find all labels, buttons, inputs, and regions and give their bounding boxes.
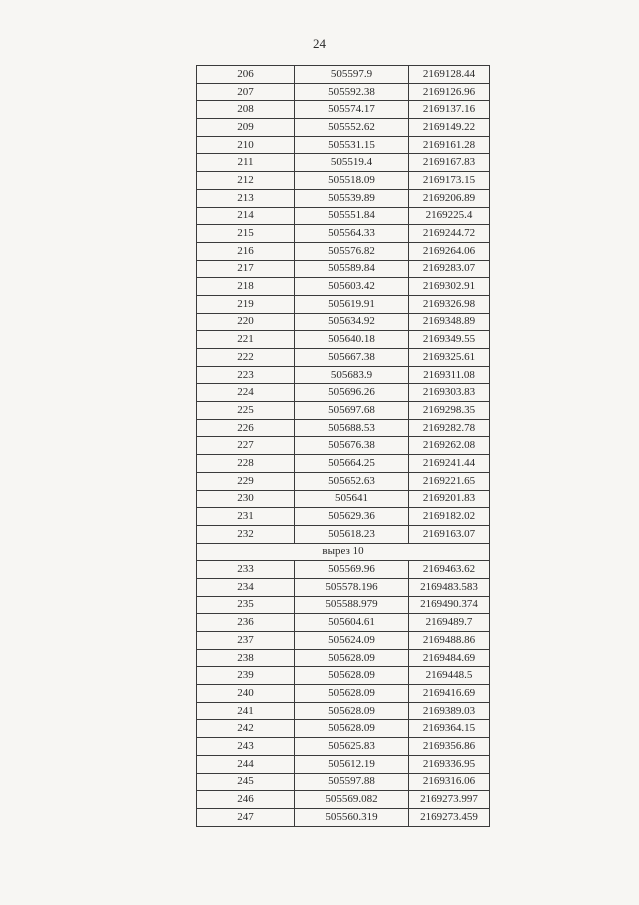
point-number-cell: 224	[197, 384, 295, 402]
point-number-cell: 213	[197, 189, 295, 207]
y-coordinate-cell: 2169173.15	[409, 172, 490, 190]
point-number-cell: 245	[197, 773, 295, 791]
table-row	[197, 702, 490, 720]
x-coordinate-cell: 505612.19	[295, 755, 409, 773]
x-coordinate-cell: 505564.33	[295, 225, 409, 243]
x-coordinate-cell: 505588.979	[295, 596, 409, 614]
point-number-cell: 222	[197, 349, 295, 367]
point-number-cell: 217	[197, 260, 295, 278]
point-number-cell: 221	[197, 331, 295, 349]
table-row	[197, 384, 490, 402]
y-coordinate-cell: 2169149.22	[409, 119, 490, 137]
point-number-cell: 214	[197, 207, 295, 225]
y-coordinate-cell: 2169241.44	[409, 455, 490, 473]
table-row	[197, 402, 490, 420]
table-row	[197, 490, 490, 508]
table-row	[197, 455, 490, 473]
y-coordinate-cell: 2169303.83	[409, 384, 490, 402]
table-row	[197, 755, 490, 773]
y-coordinate-cell: 2169463.62	[409, 561, 490, 579]
x-coordinate-cell: 505625.83	[295, 738, 409, 756]
y-coordinate-cell: 2169264.06	[409, 242, 490, 260]
table-row	[197, 119, 490, 137]
y-coordinate-cell: 2169201.83	[409, 490, 490, 508]
x-coordinate-cell: 505552.62	[295, 119, 409, 137]
x-coordinate-cell: 505597.9	[295, 66, 409, 84]
point-number-cell: 208	[197, 101, 295, 119]
x-coordinate-cell: 505664.25	[295, 455, 409, 473]
table-row	[197, 667, 490, 685]
table-row	[197, 685, 490, 703]
table-row	[197, 720, 490, 738]
table-row	[197, 331, 490, 349]
table-row	[197, 596, 490, 614]
y-coordinate-cell: 2169262.08	[409, 437, 490, 455]
y-coordinate-cell: 2169282.78	[409, 419, 490, 437]
table-row	[197, 172, 490, 190]
table-row	[197, 154, 490, 172]
x-coordinate-cell: 505652.63	[295, 472, 409, 490]
point-number-cell: 233	[197, 561, 295, 579]
x-coordinate-cell: 505519.4	[295, 154, 409, 172]
x-coordinate-cell: 505619.91	[295, 295, 409, 313]
table-row	[197, 614, 490, 632]
x-coordinate-cell: 505618.23	[295, 525, 409, 543]
table-row	[197, 791, 490, 809]
x-coordinate-cell: 505683.9	[295, 366, 409, 384]
y-coordinate-cell: 2169489.7	[409, 614, 490, 632]
point-number-cell: 243	[197, 738, 295, 756]
table-row	[197, 189, 490, 207]
y-coordinate-cell: 2169167.83	[409, 154, 490, 172]
y-coordinate-cell: 2169448.5	[409, 667, 490, 685]
y-coordinate-cell: 2169244.72	[409, 225, 490, 243]
point-number-cell: 235	[197, 596, 295, 614]
x-coordinate-cell: 505603.42	[295, 278, 409, 296]
point-number-cell: 212	[197, 172, 295, 190]
point-number-cell: 219	[197, 295, 295, 313]
y-coordinate-cell: 2169490.374	[409, 596, 490, 614]
x-coordinate-cell: 505597.88	[295, 773, 409, 791]
point-number-cell: 236	[197, 614, 295, 632]
table-row	[197, 366, 490, 384]
point-number-cell: 237	[197, 632, 295, 650]
point-number-cell: 210	[197, 136, 295, 154]
section-title: вырез 10	[197, 543, 490, 561]
y-coordinate-cell: 2169283.07	[409, 260, 490, 278]
table-row	[197, 561, 490, 579]
point-number-cell: 230	[197, 490, 295, 508]
point-number-cell: 228	[197, 455, 295, 473]
point-number-cell: 229	[197, 472, 295, 490]
y-coordinate-cell: 2169364.15	[409, 720, 490, 738]
table-row	[197, 313, 490, 331]
x-coordinate-cell: 505628.09	[295, 649, 409, 667]
y-coordinate-cell: 2169416.69	[409, 685, 490, 703]
y-coordinate-cell: 2169137.16	[409, 101, 490, 119]
point-number-cell: 225	[197, 402, 295, 420]
coordinates-table	[196, 65, 490, 827]
y-coordinate-cell: 2169182.02	[409, 508, 490, 526]
table-row	[197, 278, 490, 296]
x-coordinate-cell: 505667.38	[295, 349, 409, 367]
point-number-cell: 211	[197, 154, 295, 172]
x-coordinate-cell: 505592.38	[295, 83, 409, 101]
x-coordinate-cell: 505634.92	[295, 313, 409, 331]
point-number-cell: 207	[197, 83, 295, 101]
x-coordinate-cell: 505628.09	[295, 720, 409, 738]
table-row	[197, 472, 490, 490]
y-coordinate-cell: 2169325.61	[409, 349, 490, 367]
x-coordinate-cell: 505688.53	[295, 419, 409, 437]
x-coordinate-cell: 505624.09	[295, 632, 409, 650]
x-coordinate-cell: 505551.84	[295, 207, 409, 225]
point-number-cell: 226	[197, 419, 295, 437]
point-number-cell: 220	[197, 313, 295, 331]
point-number-cell: 234	[197, 578, 295, 596]
table-row	[197, 738, 490, 756]
table-row	[197, 66, 490, 84]
table-row	[197, 225, 490, 243]
y-coordinate-cell: 2169221.65	[409, 472, 490, 490]
point-number-cell: 246	[197, 791, 295, 809]
x-coordinate-cell: 505589.84	[295, 260, 409, 278]
x-coordinate-cell: 505578.196	[295, 578, 409, 596]
table-row	[197, 437, 490, 455]
y-coordinate-cell: 2169483.583	[409, 578, 490, 596]
x-coordinate-cell: 505531.15	[295, 136, 409, 154]
section-row	[197, 543, 490, 561]
y-coordinate-cell: 2169161.28	[409, 136, 490, 154]
x-coordinate-cell: 505574.17	[295, 101, 409, 119]
point-number-cell: 232	[197, 525, 295, 543]
y-coordinate-cell: 2169225.4	[409, 207, 490, 225]
point-number-cell: 231	[197, 508, 295, 526]
table-row	[197, 295, 490, 313]
y-coordinate-cell: 2169349.55	[409, 331, 490, 349]
table-row	[197, 508, 490, 526]
y-coordinate-cell: 2169298.35	[409, 402, 490, 420]
page-number: 24	[313, 36, 326, 51]
point-number-cell: 215	[197, 225, 295, 243]
point-number-cell: 216	[197, 242, 295, 260]
x-coordinate-cell: 505628.09	[295, 667, 409, 685]
x-coordinate-cell: 505576.82	[295, 242, 409, 260]
table-row	[197, 808, 490, 826]
table-row	[197, 242, 490, 260]
point-number-cell: 238	[197, 649, 295, 667]
table-row	[197, 419, 490, 437]
y-coordinate-cell: 2169126.96	[409, 83, 490, 101]
x-coordinate-cell: 505629.36	[295, 508, 409, 526]
point-number-cell: 244	[197, 755, 295, 773]
x-coordinate-cell: 505569.082	[295, 791, 409, 809]
table-row	[197, 83, 490, 101]
x-coordinate-cell: 505697.68	[295, 402, 409, 420]
table-row	[197, 101, 490, 119]
y-coordinate-cell: 2169336.95	[409, 755, 490, 773]
x-coordinate-cell: 505560.319	[295, 808, 409, 826]
point-number-cell: 223	[197, 366, 295, 384]
y-coordinate-cell: 2169163.07	[409, 525, 490, 543]
y-coordinate-cell: 2169356.86	[409, 738, 490, 756]
y-coordinate-cell: 2169128.44	[409, 66, 490, 84]
table-row	[197, 649, 490, 667]
y-coordinate-cell: 2169389.03	[409, 702, 490, 720]
point-number-cell: 209	[197, 119, 295, 137]
y-coordinate-cell: 2169302.91	[409, 278, 490, 296]
x-coordinate-cell: 505676.38	[295, 437, 409, 455]
y-coordinate-cell: 2169273.459	[409, 808, 490, 826]
table-row	[197, 632, 490, 650]
point-number-cell: 247	[197, 808, 295, 826]
x-coordinate-cell: 505569.96	[295, 561, 409, 579]
point-number-cell: 218	[197, 278, 295, 296]
point-number-cell: 240	[197, 685, 295, 703]
y-coordinate-cell: 2169326.98	[409, 295, 490, 313]
point-number-cell: 206	[197, 66, 295, 84]
coordinates-table-body	[197, 66, 490, 827]
x-coordinate-cell: 505518.09	[295, 172, 409, 190]
x-coordinate-cell: 505628.09	[295, 702, 409, 720]
table-row	[197, 773, 490, 791]
y-coordinate-cell: 2169488.86	[409, 632, 490, 650]
point-number-cell: 239	[197, 667, 295, 685]
y-coordinate-cell: 2169311.08	[409, 366, 490, 384]
table-row	[197, 207, 490, 225]
table-row	[197, 578, 490, 596]
y-coordinate-cell: 2169348.89	[409, 313, 490, 331]
point-number-cell: 227	[197, 437, 295, 455]
point-number-cell: 242	[197, 720, 295, 738]
y-coordinate-cell: 2169273.997	[409, 791, 490, 809]
table-row	[197, 260, 490, 278]
x-coordinate-cell: 505539.89	[295, 189, 409, 207]
y-coordinate-cell: 2169484.69	[409, 649, 490, 667]
point-number-cell: 241	[197, 702, 295, 720]
table-row	[197, 349, 490, 367]
table-row	[197, 136, 490, 154]
x-coordinate-cell: 505641	[295, 490, 409, 508]
table-row	[197, 525, 490, 543]
x-coordinate-cell: 505640.18	[295, 331, 409, 349]
y-coordinate-cell: 2169206.89	[409, 189, 490, 207]
x-coordinate-cell: 505604.61	[295, 614, 409, 632]
y-coordinate-cell: 2169316.06	[409, 773, 490, 791]
x-coordinate-cell: 505696.26	[295, 384, 409, 402]
x-coordinate-cell: 505628.09	[295, 685, 409, 703]
